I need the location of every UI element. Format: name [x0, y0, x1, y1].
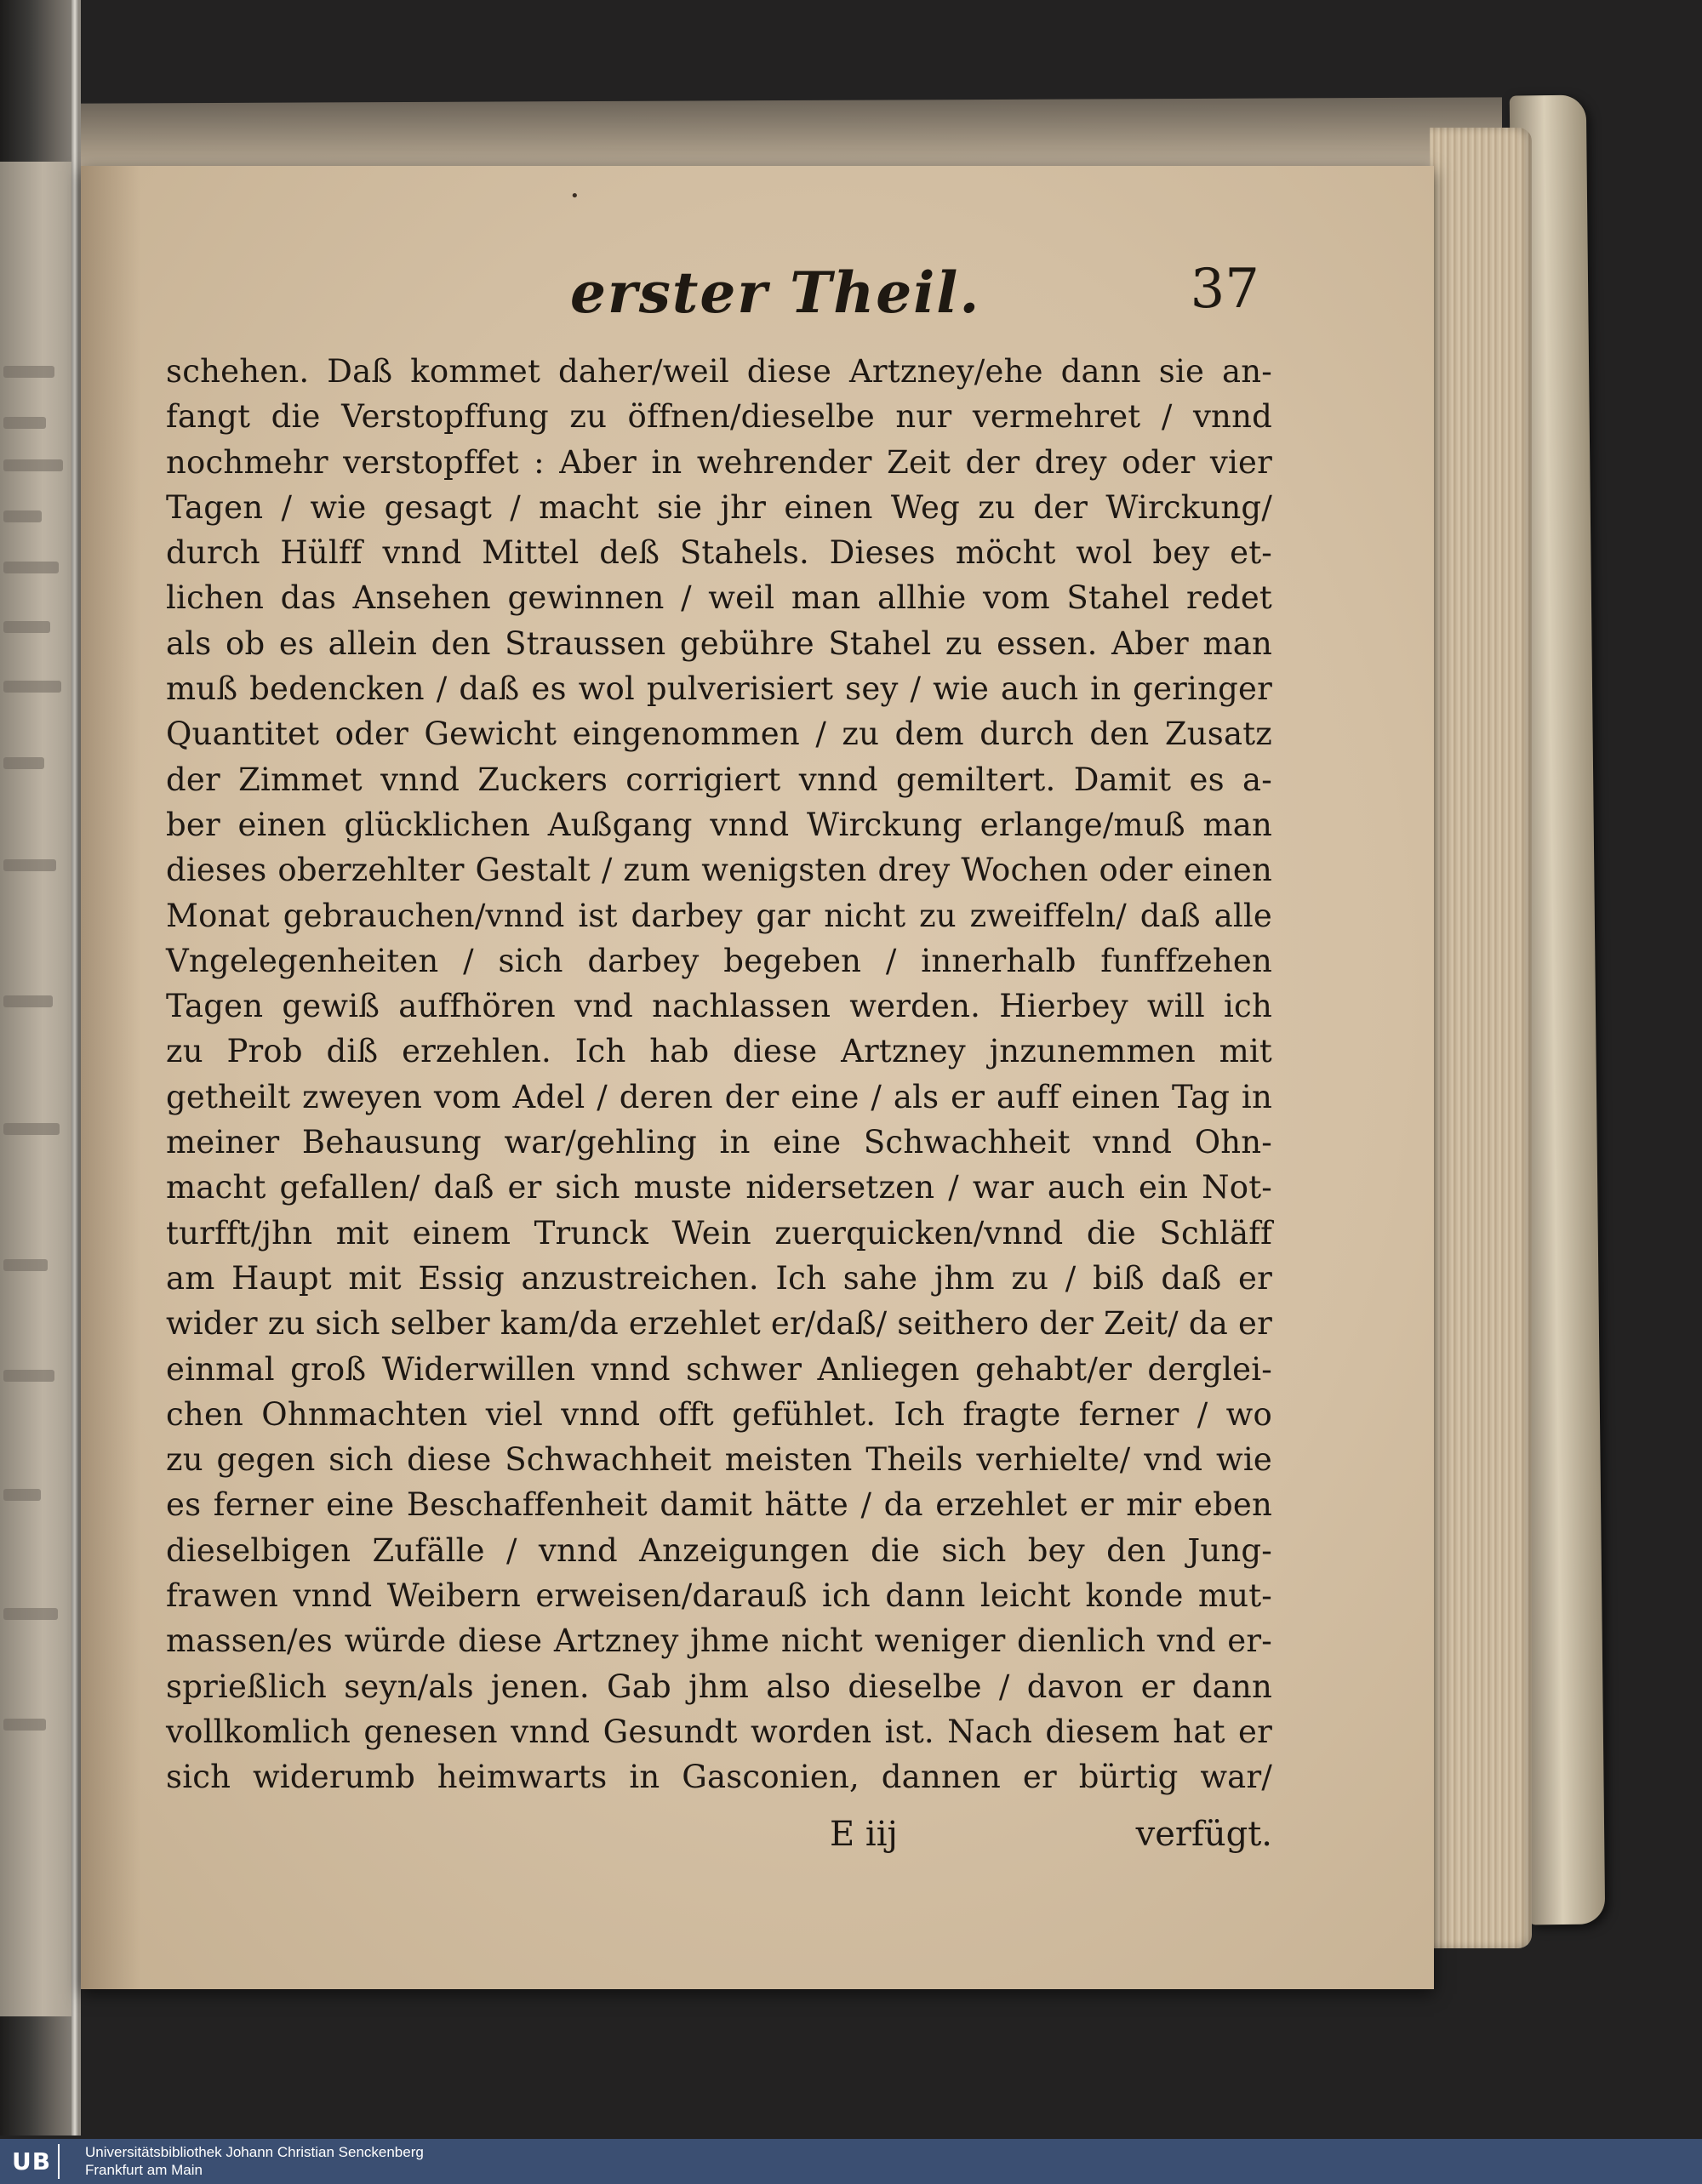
text-line: dieselbigen Zufälle / vnnd Anzeigungen die sich bey den Jung- [166, 1531, 1272, 1569]
text-line: turfft/jhn mit einem Trunck Wein zuerquicken/vnnd die Schläff [166, 1214, 1272, 1252]
text-line: ber einen glücklichen Außgang vnnd Wirckung erlange/muß man [166, 806, 1272, 843]
footer-credit [85, 2143, 424, 2179]
bleed-through-mark [3, 1719, 46, 1731]
text-line: der Zimmet vnnd Zuckers corrigiert vnnd gemiltert. Damit es a- [166, 761, 1272, 798]
text-line: meiner Behausung war/gehling in eine Schwachheit vnnd Ohn- [166, 1124, 1272, 1161]
page-header [408, 259, 1276, 328]
bleed-through-mark [3, 621, 50, 633]
running-head: erster Theil. [570, 259, 981, 326]
facing-page-edge [0, 162, 78, 2016]
bleed-through-mark [3, 417, 46, 429]
page-stack-edges [1430, 128, 1532, 1948]
text-line: schehen. Daß kommet daher/weil diese Artzney/ehe dann sie an- [166, 353, 1272, 390]
ub-logo: UB [5, 2144, 60, 2179]
text-line: Monat gebrauchen/vnnd ist darbey gar nicht zu zweiffeln/ daß alle [166, 897, 1272, 934]
text-line: Tagen / wie gesagt / macht sie jhr einen Weg zu der Wirckung/ [166, 488, 1272, 526]
bleed-through-mark [3, 859, 56, 871]
text-line: chen Ohnmachten viel vnnd offt gefühlet. Ich fragte ferner / wo [166, 1395, 1272, 1433]
text-line: nochmehr verstopffet : Aber in wehrender Zeit der drey oder vier [166, 443, 1272, 481]
bleed-through-mark [3, 1608, 58, 1620]
bleed-through-mark [3, 562, 59, 573]
bleed-through-mark [3, 1370, 54, 1382]
ornament-dot: • [570, 187, 580, 205]
text-line: wider zu sich selber kam/da erzehlet er/daß/ seithero der Zeit/ da er [166, 1305, 1272, 1343]
text-line: zu Prob diß erzehlen. Ich hab diese Artzney jnzunemmen mit [166, 1033, 1272, 1070]
book-page [81, 166, 1434, 1989]
page-footer-line [166, 1815, 1272, 1866]
text-line: vollkomlich genesen vnnd Gesundt worden ist. Nach diesem hat er [166, 1713, 1272, 1750]
bleed-through-mark [3, 995, 53, 1007]
catchword: verfügt. [1135, 1815, 1272, 1854]
bleed-through-mark [3, 366, 54, 378]
text-line: sprießlich seyn/als jenen. Gab jhm also dieselbe / davon er dann [166, 1668, 1272, 1705]
text-line: lichen das Ansehen gewinnen / weil man allhie vom Stahel redet [166, 579, 1272, 617]
bleed-through-mark [3, 459, 63, 471]
bleed-through-mark [3, 1259, 48, 1271]
text-line: frawen vnnd Weibern erweisen/darauß ich dann leicht konde mut- [166, 1577, 1272, 1615]
text-line: Tagen gewiß auffhören vnd nachlassen werden. Hierbey will ich [166, 988, 1272, 1025]
scanner-glass-edge [71, 0, 78, 2136]
institution-name: Universitätsbibliothek Johann Christian Senckenberg [85, 2144, 424, 2160]
bleed-through-mark [3, 1123, 60, 1135]
text-line: getheilt zweyen vom Adel / deren der eine / als er auff einen Tag in [166, 1078, 1272, 1115]
institution-city: Frankfurt am Main [85, 2162, 203, 2178]
text-line: dieses oberzehlter Gestalt / zum wenigsten drey Wochen oder einen [166, 852, 1272, 889]
body-text [166, 349, 1272, 1800]
text-line: macht gefallen/ daß er sich muste nidersetzen / war auch ein Not- [166, 1169, 1272, 1206]
text-line: Quantitet oder Gewicht eingenommen / zu dem durch den Zusatz [166, 716, 1272, 753]
signature-mark: E iij [830, 1815, 898, 1854]
footer-bar [0, 2139, 1702, 2184]
text-line: einmal groß Widerwillen vnnd schwer Anliegen gehabt/er derglei- [166, 1350, 1272, 1388]
bleed-through-mark [3, 681, 61, 693]
gutter-shadow [81, 166, 140, 1989]
text-line: muß bedencken / daß es wol pulverisiert sey / wie auch in geringer [166, 670, 1272, 708]
bleed-through-mark [3, 1489, 41, 1501]
text-line: Vngelegenheiten / sich darbey begeben / innerhalb funffzehen [166, 942, 1272, 979]
text-line: zu gegen sich diese Schwachheit meisten Theils verhielte/ vnd wie [166, 1441, 1272, 1479]
text-line: massen/es würde diese Artzney jhme nicht weniger dienlich vnd er- [166, 1622, 1272, 1660]
page-number: 37 [1190, 258, 1259, 321]
text-line: sich widerumb heimwarts in Gasconien, dannen er bürtig war/ [166, 1759, 1272, 1796]
bleed-through-mark [3, 757, 44, 769]
text-line: am Haupt mit Essig anzustreichen. Ich sahe jhm zu / biß daß er [166, 1259, 1272, 1297]
bleed-through-mark [3, 510, 42, 522]
text-line: es ferner eine Beschaffenheit damit hätte / da erzehlet er mir eben [166, 1486, 1272, 1524]
text-line: fangt die Verstopffung zu öffnen/dieselbe nur vermehret / vnnd [166, 398, 1272, 436]
text-line: als ob es allein den Straussen gebühre Stahel zu essen. Aber man [166, 624, 1272, 662]
text-line: durch Hülff vnnd Mittel deß Stahels. Dieses möcht wol bey et- [166, 534, 1272, 572]
